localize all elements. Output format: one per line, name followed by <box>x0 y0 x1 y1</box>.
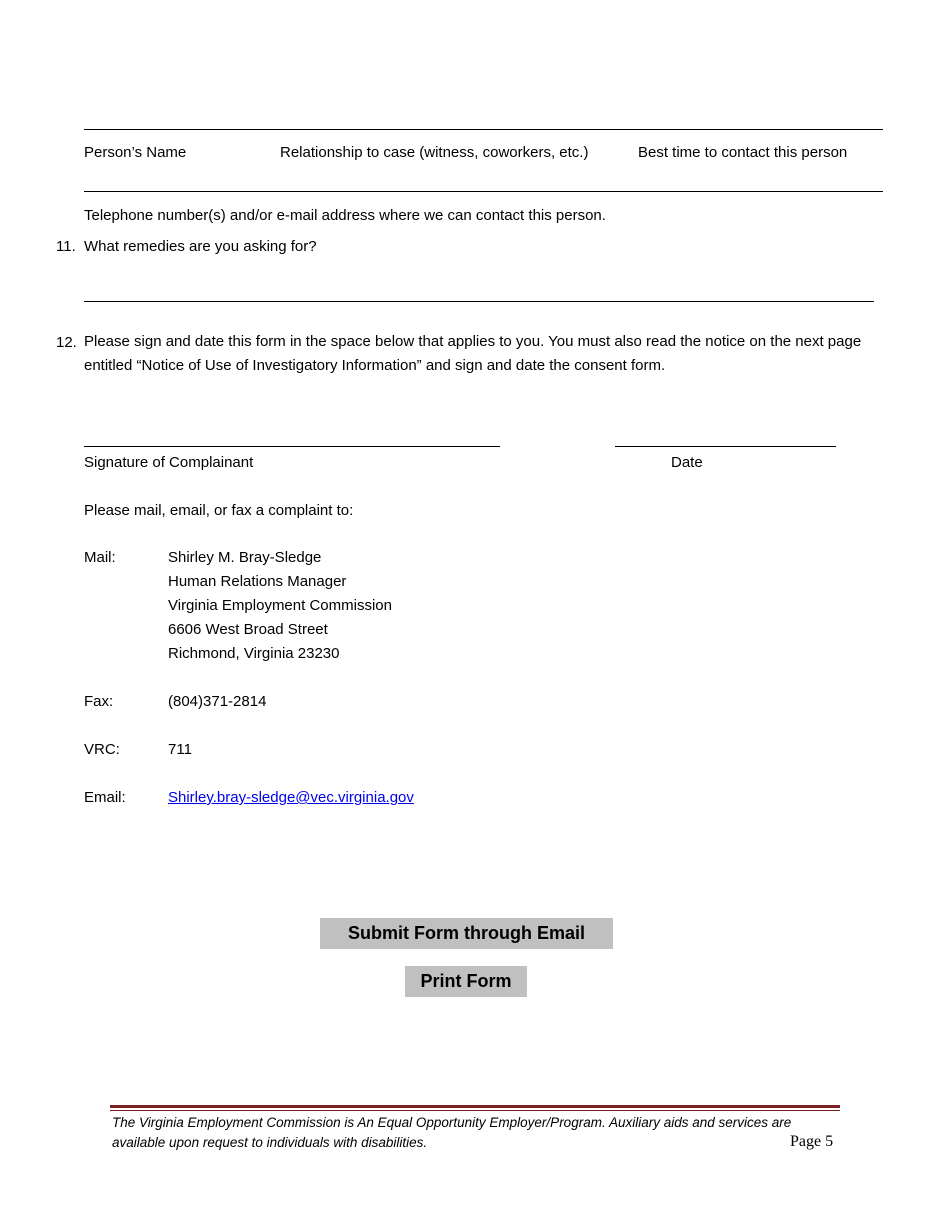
mail-label: Mail: <box>84 549 116 566</box>
telephone-line[interactable] <box>84 191 883 192</box>
date-line[interactable] <box>615 446 836 447</box>
address-title: Human Relations Manager <box>168 573 347 590</box>
vrc-label: VRC: <box>84 741 120 758</box>
mail-intro: Please mail, email, or fax a complaint to: <box>84 502 354 519</box>
page-number: Page 5 <box>790 1133 834 1150</box>
date-label: Date <box>671 454 703 471</box>
signature-line[interactable] <box>84 446 500 447</box>
q11-number: 11. <box>56 238 76 255</box>
email-link[interactable]: Shirley.bray-sledge@vec.virginia.gov <box>168 789 414 806</box>
q11-text: What remedies are you asking for? <box>84 238 317 255</box>
footer-disclaimer: The Virginia Employment Commission is An Equal Opportunity Employer/Program. Auxiliary aids and services are available upon request to individuals with disabilities. <box>112 1115 792 1150</box>
best-time-label: Best time to contact this person <box>638 144 848 161</box>
q12-text: Please sign and date this form in the space below that applies to you. You must also read the notice on the next page entitled “Notice of Use of Investigatory Information” and sign and date the consent form. <box>84 333 862 374</box>
signature-label: Signature of Complainant <box>84 454 254 471</box>
telephone-label: Telephone number(s) and/or e-mail address where we can contact this person. <box>84 207 606 224</box>
footer-rule-thick <box>110 1105 840 1108</box>
q12-number: 12. <box>56 334 77 351</box>
submit-email-button[interactable]: Submit Form through Email <box>320 918 613 949</box>
print-form-button[interactable]: Print Form <box>405 966 527 997</box>
vrc-value: 711 <box>168 741 192 758</box>
footer-rule-thin <box>110 1110 840 1111</box>
mail-address <box>168 546 392 666</box>
remedies-line[interactable] <box>84 301 874 302</box>
address-city: Richmond, Virginia 23230 <box>168 645 340 662</box>
relationship-label: Relationship to case (witness, coworkers, etc.) <box>280 144 589 161</box>
address-street: 6606 West Broad Street <box>168 621 328 638</box>
email-label: Email: <box>84 789 126 806</box>
fax-label: Fax: <box>84 693 114 710</box>
contact-line[interactable] <box>84 129 883 130</box>
address-organization: Virginia Employment Commission <box>168 597 392 614</box>
fax-value: (804)371-2814 <box>168 693 267 710</box>
address-name: Shirley M. Bray-Sledge <box>168 549 322 566</box>
person-name-label: Person’s Name <box>84 144 187 161</box>
